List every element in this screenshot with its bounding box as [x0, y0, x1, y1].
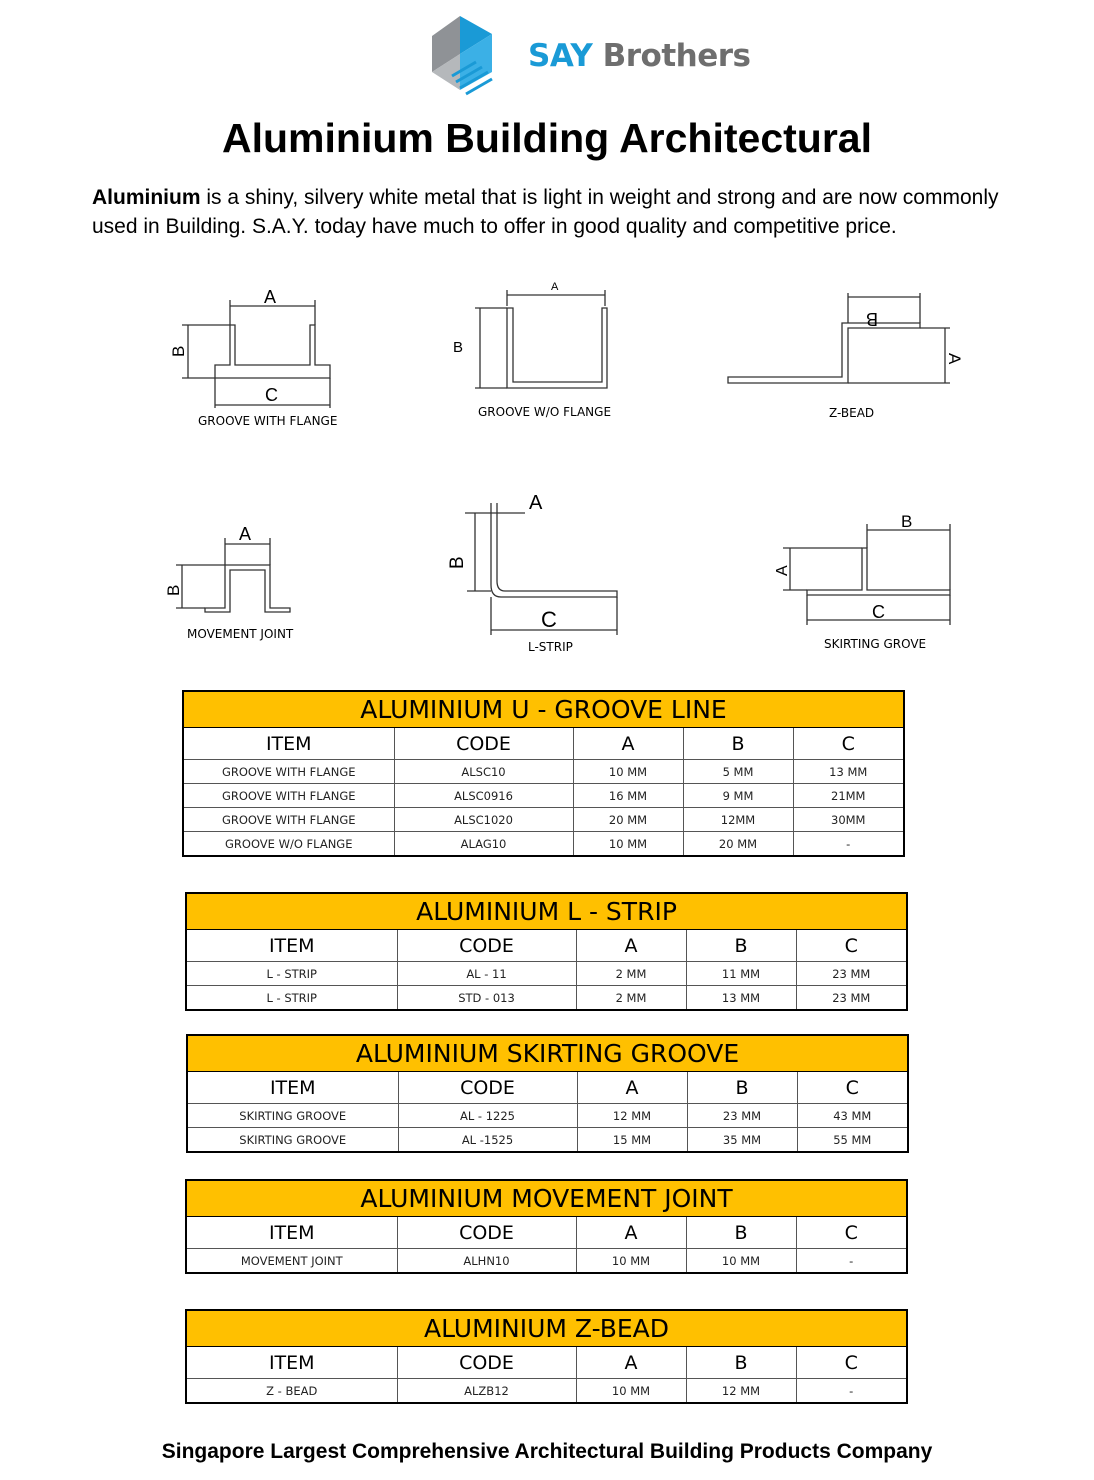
cell-c: 30MM	[793, 808, 904, 832]
table-row	[186, 1249, 907, 1274]
cell-b: 20 MM	[683, 832, 793, 857]
cell-c: 21MM	[793, 784, 904, 808]
table-row	[186, 986, 907, 1011]
cell-b: 23 MM	[687, 1104, 797, 1128]
table-z-bead	[185, 1309, 908, 1404]
cell-c: -	[796, 1249, 907, 1274]
column-header-item: ITEM	[183, 728, 394, 760]
brand-logo	[430, 14, 751, 98]
cell-code: ALSC0916	[394, 784, 573, 808]
cell-c: -	[796, 1379, 907, 1404]
skirting-grove-label: SKIRTING GROVE	[824, 637, 927, 651]
cell-code: AL - 11	[397, 962, 576, 986]
column-header-b: B	[683, 728, 793, 760]
table-skirting-groove	[186, 1034, 909, 1153]
intro-bold: Aluminium	[92, 186, 201, 209]
table-title: ALUMINIUM L - STRIP	[186, 893, 907, 930]
table-u-groove	[182, 690, 905, 857]
table-row	[187, 1104, 908, 1128]
column-header-code: CODE	[398, 1072, 577, 1104]
cell-c: 23 MM	[796, 986, 907, 1011]
cell-item: GROOVE WITH FLANGE	[183, 808, 394, 832]
column-header-a: A	[576, 930, 686, 962]
z-bead-diagram	[720, 285, 970, 395]
cell-code: ALHN10	[397, 1249, 576, 1274]
cell-b: 9 MM	[683, 784, 793, 808]
movement-joint-diagram	[160, 520, 310, 620]
cell-code: ALZB12	[397, 1379, 576, 1404]
brand-cube-icon	[430, 14, 522, 98]
cell-b: 12MM	[683, 808, 793, 832]
column-header-c: C	[796, 1347, 907, 1379]
cell-item: GROOVE WITH FLANGE	[183, 784, 394, 808]
intro-text: is a shiny, silvery white metal that is light in weight and strong and are now commonly used in Building. S.A.Y. today have much to offer in good quality and competitive price.	[92, 186, 999, 238]
brand-name	[528, 38, 750, 74]
column-header-b: B	[686, 930, 796, 962]
groove-with-flange-label: GROOVE WITH FLANGE	[198, 414, 338, 428]
column-header-code: CODE	[397, 1217, 576, 1249]
l-strip-diagram	[435, 485, 635, 645]
cell-item: MOVEMENT JOINT	[186, 1249, 397, 1274]
table-title: ALUMINIUM Z-BEAD	[186, 1310, 907, 1347]
cell-item: Z - BEAD	[186, 1379, 397, 1404]
cell-c: 13 MM	[793, 760, 904, 784]
table-row	[183, 760, 904, 784]
cell-a: 10 MM	[576, 1379, 686, 1404]
column-header-c: C	[797, 1072, 908, 1104]
cell-b: 10 MM	[686, 1249, 796, 1274]
table-title: ALUMINIUM MOVEMENT JOINT	[186, 1180, 907, 1217]
cell-c: 23 MM	[796, 962, 907, 986]
cell-b: 12 MM	[686, 1379, 796, 1404]
column-header-c: C	[793, 728, 904, 760]
cell-b: 35 MM	[687, 1128, 797, 1153]
svg-text:A: A	[945, 353, 964, 365]
cell-item: L - STRIP	[186, 962, 397, 986]
table-row	[186, 962, 907, 986]
svg-text:A: A	[774, 565, 791, 576]
cell-code: AL -1525	[398, 1128, 577, 1153]
column-header-a: A	[577, 1072, 687, 1104]
svg-text:A: A	[529, 492, 543, 514]
svg-text:C: C	[541, 607, 557, 632]
cell-a: 2 MM	[576, 986, 686, 1011]
cell-item: SKIRTING GROOVE	[187, 1104, 398, 1128]
svg-text:B: B	[453, 339, 464, 356]
column-header-c: C	[796, 930, 907, 962]
table-l-strip	[185, 892, 908, 1011]
column-header-item: ITEM	[186, 1347, 397, 1379]
groove-with-flange-diagram	[160, 280, 360, 410]
svg-text:A: A	[551, 281, 559, 293]
cell-item: L - STRIP	[186, 986, 397, 1011]
svg-text:B: B	[447, 556, 468, 569]
column-header-c: C	[796, 1217, 907, 1249]
cell-c: 55 MM	[797, 1128, 908, 1153]
svg-text:B: B	[865, 309, 878, 329]
column-header-b: B	[686, 1347, 796, 1379]
cell-a: 2 MM	[576, 962, 686, 986]
table-row	[187, 1128, 908, 1153]
column-header-a: A	[576, 1217, 686, 1249]
cell-code: STD - 013	[397, 986, 576, 1011]
table-row	[183, 832, 904, 857]
table-row	[183, 784, 904, 808]
column-header-item: ITEM	[186, 930, 397, 962]
table-row	[186, 1379, 907, 1404]
cell-b: 5 MM	[683, 760, 793, 784]
cell-b: 11 MM	[686, 962, 796, 986]
cell-a: 16 MM	[573, 784, 683, 808]
brand-brothers: Brothers	[602, 38, 751, 74]
cell-code: ALAG10	[394, 832, 573, 857]
cell-a: 10 MM	[576, 1249, 686, 1274]
page-title: Aluminium Building Architectural	[222, 115, 872, 161]
cell-c: -	[793, 832, 904, 857]
column-header-b: B	[687, 1072, 797, 1104]
svg-text:B: B	[901, 512, 913, 531]
table-title: ALUMINIUM SKIRTING GROOVE	[187, 1035, 908, 1072]
movement-joint-label: MOVEMENT JOINT	[187, 627, 294, 641]
cell-code: ALSC10	[394, 760, 573, 784]
svg-text:C: C	[872, 602, 885, 622]
svg-text:C: C	[265, 385, 278, 405]
svg-text:B: B	[169, 345, 188, 357]
l-strip-label: L-STRIP	[528, 640, 573, 654]
cell-code: AL - 1225	[398, 1104, 577, 1128]
svg-text:A: A	[239, 524, 252, 544]
cell-item: SKIRTING GROOVE	[187, 1128, 398, 1153]
column-header-item: ITEM	[187, 1072, 398, 1104]
column-header-item: ITEM	[186, 1217, 397, 1249]
column-header-a: A	[573, 728, 683, 760]
skirting-grove-diagram	[765, 510, 965, 635]
column-header-a: A	[576, 1347, 686, 1379]
cell-a: 12 MM	[577, 1104, 687, 1128]
cell-item: GROOVE W/O FLANGE	[183, 832, 394, 857]
cell-a: 20 MM	[573, 808, 683, 832]
cell-code: ALSC1020	[394, 808, 573, 832]
cell-c: 43 MM	[797, 1104, 908, 1128]
column-header-code: CODE	[397, 930, 576, 962]
column-header-b: B	[686, 1217, 796, 1249]
table-row	[183, 808, 904, 832]
z-bead-label: Z-BEAD	[829, 406, 875, 420]
footer-tagline: Singapore Largest Comprehensive Architectural Building Products Company	[161, 1440, 933, 1463]
cell-item: GROOVE WITH FLANGE	[183, 760, 394, 784]
table-title: ALUMINIUM U - GROOVE LINE	[183, 691, 904, 728]
groove-without-flange-diagram	[445, 278, 625, 398]
cell-a: 10 MM	[573, 832, 683, 857]
intro-paragraph	[92, 183, 1042, 241]
cell-a: 10 MM	[573, 760, 683, 784]
brand-say: SAY	[528, 38, 593, 74]
cell-b: 13 MM	[686, 986, 796, 1011]
svg-text:B: B	[164, 584, 183, 596]
groove-without-flange-label: GROOVE W/O FLANGE	[478, 405, 612, 419]
cell-a: 15 MM	[577, 1128, 687, 1153]
table-movement-joint	[185, 1179, 908, 1274]
svg-text:A: A	[264, 287, 277, 307]
column-header-code: CODE	[394, 728, 573, 760]
column-header-code: CODE	[397, 1347, 576, 1379]
